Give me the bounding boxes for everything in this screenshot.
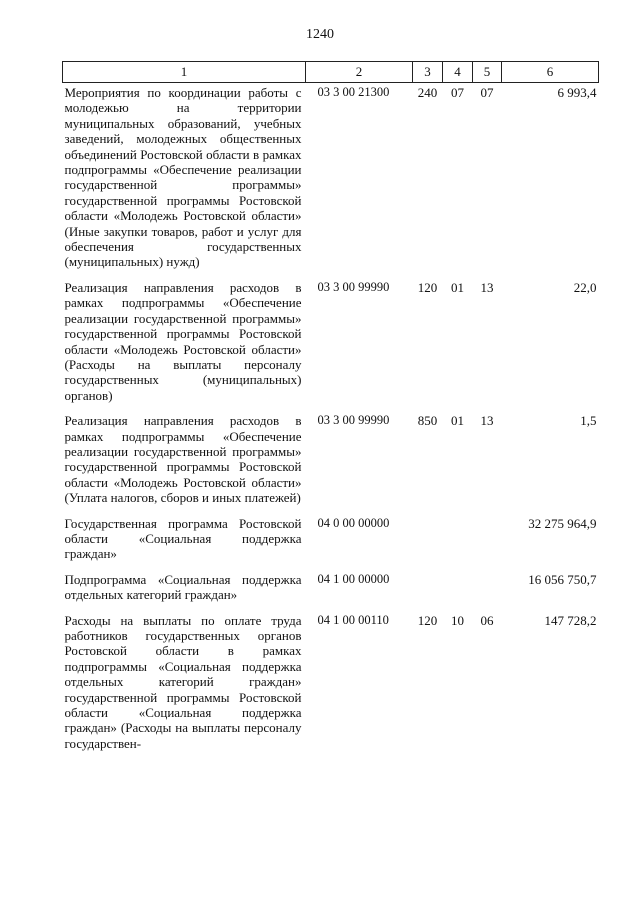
row-rz	[443, 514, 473, 570]
header-row	[63, 62, 599, 83]
row-amount: 16 056 750,7	[528, 571, 597, 587]
row-vr: 850	[417, 413, 438, 429]
row-amount: 32 275 964,9	[528, 515, 597, 531]
table-row	[63, 611, 599, 760]
row-code: 04 1 00 00110	[317, 612, 389, 627]
row-code: 04 0 00 00000	[317, 515, 390, 530]
row-rz: 10	[451, 612, 464, 628]
row-vr: 120	[417, 612, 438, 628]
row-description: Мероприятия по координации работы с молодежью на территории муниципальных образований, учебных заведений, молодежных общественных объединений Ростовской области в рамках подпрограммы «Обеспечение реализации государственной программы» государственной программы Ростовской области «Молодежь Ростовской области» (Иные закупки товаров, работ и услуг для обеспечения государственных (муниципальных) нужд)	[64, 85, 302, 270]
table-row	[63, 570, 599, 611]
row-code: 03 3 00 99990	[317, 279, 390, 294]
column-header-1: 1	[63, 62, 306, 83]
row-amount: 147 728,2	[544, 612, 597, 628]
row-rz: 07	[451, 85, 464, 100]
page-number: 1240	[306, 27, 334, 42]
column-header-3: 3	[413, 62, 443, 83]
row-description: Реализация направления расходов в рамках подпрограммы «Обеспечение реализации государственной программы» государственной программы Ростовской области «Молодежь Ростовской области» (Уплата налогов, сборов и иных платежей)	[64, 413, 302, 506]
row-pr: 06	[480, 612, 494, 628]
table-row	[63, 83, 599, 278]
budget-table	[62, 61, 599, 759]
row-description: Реализация направления расходов в рамках подпрограммы «Обеспечение реализации государственной программы» государственной программы Ростовской области «Молодежь Ростовской области» (Расходы на выплаты персоналу государственных (муниципальных) органов)	[64, 279, 302, 403]
column-header-4: 4	[443, 62, 473, 83]
row-code: 03 3 00 21300	[317, 85, 390, 99]
column-header-6: 6	[502, 62, 599, 83]
table-row	[63, 278, 599, 411]
row-amount: 22,0	[573, 279, 597, 295]
row-vr: 240	[417, 85, 438, 100]
row-pr: 13	[480, 413, 494, 429]
row-rz: 01	[451, 413, 464, 429]
row-vr: 120	[417, 279, 438, 295]
row-rz: 01	[451, 279, 464, 295]
row-code: 03 3 00 99990	[317, 413, 390, 428]
row-rz	[443, 570, 473, 611]
table-row	[63, 514, 599, 570]
table-row	[63, 411, 599, 513]
row-pr: 07	[480, 85, 494, 100]
row-vr	[413, 514, 443, 570]
row-description: Подпрограмма «Социальная поддержка отдельных категорий граждан»	[64, 571, 302, 603]
row-amount: 6 993,4	[557, 85, 597, 100]
row-vr	[413, 570, 443, 611]
row-code: 04 1 00 00000	[317, 571, 390, 586]
row-description: Расходы на выплаты по оплате труда работников государственных органов Ростовской области в рамках подпрограммы «Социальная поддержка отдельных категорий граждан» государственной программы Ростовской области «Социальная поддержка граждан» (Расходы на выплаты персоналу государствен-	[64, 612, 302, 751]
row-pr	[473, 570, 502, 611]
column-header-5: 5	[473, 62, 502, 83]
row-pr: 13	[480, 279, 494, 295]
row-amount: 1,5	[580, 413, 597, 429]
column-header-2: 2	[306, 62, 413, 83]
row-pr	[473, 514, 502, 570]
row-description: Государственная программа Ростовской области «Социальная поддержка граждан»	[64, 515, 302, 562]
